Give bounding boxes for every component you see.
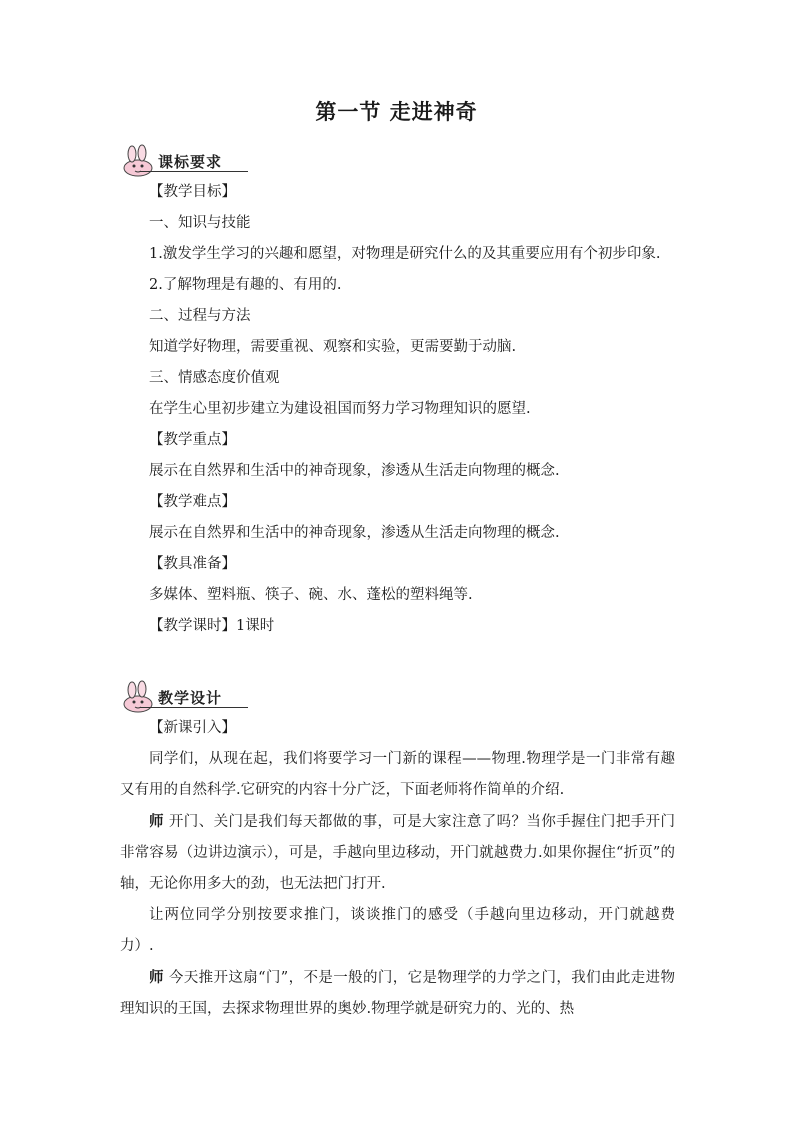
paragraph: 同学们，从现在起，我们将要学习一门新的课程——物理.物理学是一门非常有趣又有用的自然科学.它研究的内容十分广泛，下面老师将作简单的介绍. — [120, 751, 675, 798]
paragraph: 知道学好物理，需要重视、观察和实验，更需要勤于动脑. — [149, 339, 517, 355]
paragraph: 【教具准备】 — [149, 556, 236, 572]
banner-underline — [140, 171, 248, 172]
mascot-icon — [118, 680, 158, 714]
page-title: 第一节 走进神奇 — [315, 99, 478, 124]
paragraph: 2.了解物理是有趣的、有用的. — [149, 277, 342, 293]
paragraph: 【新课引入】 — [149, 720, 236, 736]
banner-underline — [140, 707, 248, 708]
paragraph: 【教学重点】 — [149, 432, 236, 448]
section-standards-body — [120, 177, 675, 642]
teacher-tag: 师 — [149, 969, 164, 986]
paragraph: 多媒体、塑料瓶、筷子、碗、水、蓬松的塑料绳等. — [149, 587, 473, 603]
section-banner-design — [118, 680, 248, 714]
paragraph: 展示在自然界和生活中的神奇现象，渗透从生活走向物理的概念. — [149, 463, 560, 479]
paragraph-text: 今天推开这扇“门”，不是一般的门，它是物理学的力学之门，我们由此走进物理知识的王国，去探求物理世界的奥妙.物理学就是研究力的、光的、热 — [120, 970, 676, 1017]
paragraph-text: 开门、关门是我们每天都做的事，可是大家注意了吗？当你手握住门把手开门非常容易（边讲边演示），可是，手越向里边移动，开门就越费力.如果你握住“折页”的轴，无论你用多大的劲，也无法把门打开. — [120, 814, 676, 892]
section-banner-standards — [118, 144, 248, 178]
paragraph: 【教学课时】1课时 — [149, 618, 275, 634]
banner-label: 课标要求 — [158, 153, 223, 171]
paragraph: 一、知识与技能 — [149, 215, 251, 231]
banner-label: 教学设计 — [158, 689, 223, 707]
paragraph: 让两位同学分别按要求推门，谈谈推门的感受（手越向里边移动，开门就越费力）. — [120, 907, 675, 954]
paragraph-teacher — [120, 962, 675, 1025]
section-design-body — [120, 713, 675, 1025]
paragraph: 三、情感态度价值观 — [149, 370, 280, 386]
paragraph: 【教学目标】 — [149, 184, 236, 200]
mascot-icon — [118, 144, 158, 178]
paragraph: 【教学难点】 — [149, 494, 236, 510]
paragraph: 1.激发学生学习的兴趣和愿望，对物理是研究什么的及其重要应用有个初步印象. — [149, 246, 661, 262]
paragraph: 在学生心里初步建立为建设祖国而努力学习物理知识的愿望. — [149, 401, 531, 417]
paragraph: 二、过程与方法 — [149, 308, 251, 324]
paragraph: 展示在自然界和生活中的神奇现象，渗透从生活走向物理的概念. — [149, 525, 560, 541]
teacher-tag: 师 — [149, 813, 164, 830]
paragraph-teacher — [120, 806, 675, 900]
